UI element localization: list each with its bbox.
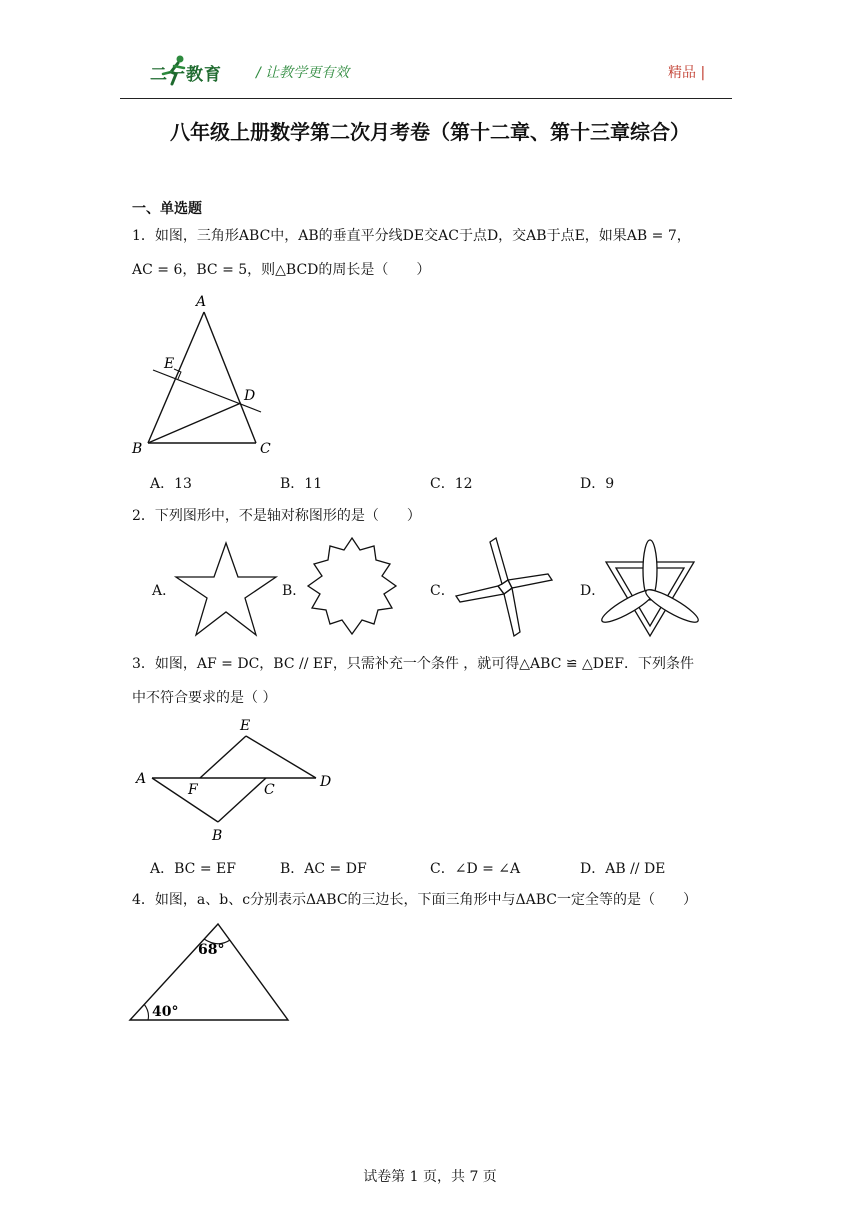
point-label-D: D bbox=[244, 388, 256, 404]
question-1-text-line2: AC = 6，BC = 5，则△BCD的周长是（ ） bbox=[132, 262, 431, 278]
q2-option-b[interactable]: B． bbox=[282, 583, 307, 599]
koch-snowflake-figure bbox=[300, 536, 404, 640]
star-shape-figure bbox=[172, 540, 280, 638]
point-label-F: F bbox=[188, 782, 198, 798]
quality-badge: 精品 | bbox=[668, 65, 706, 81]
q1-option-d[interactable]: D．9 bbox=[580, 476, 615, 492]
question-3-text-line2: 中不符合要求的是（ ） bbox=[132, 690, 277, 706]
point-label-A: A bbox=[136, 771, 147, 787]
question-2-text: 2．下列图形中，不是轴对称图形的是（ ） bbox=[132, 508, 421, 524]
q3-option-a[interactable]: A．BC = EF bbox=[150, 861, 236, 877]
section-heading: 一、单选题 bbox=[132, 201, 202, 217]
question-3-text-line1: 3．如图，AF = DC，BC // EF，只需补充一个条件 ，就可得△ABC ≌ △DEF．下列条件 bbox=[132, 656, 694, 672]
question-1-figure bbox=[128, 290, 278, 460]
q2-option-a[interactable]: A． bbox=[152, 583, 177, 599]
q1-option-b[interactable]: B．11 bbox=[280, 476, 323, 492]
point-label-C: C bbox=[260, 441, 271, 457]
point-label-E: E bbox=[240, 718, 251, 734]
point-label-D: D bbox=[320, 774, 332, 790]
point-label-B: B bbox=[212, 828, 223, 844]
question-1-text-line1: 1．如图，三角形ABC中，AB的垂直平分线DE交AC于点D，交AB于点E，如果AB = 7， bbox=[132, 228, 691, 244]
point-label-B: B bbox=[132, 441, 143, 457]
header-divider bbox=[120, 98, 732, 99]
q1-option-a[interactable]: A．13 bbox=[150, 476, 192, 492]
q3-option-c[interactable]: C．∠D = ∠A bbox=[430, 861, 521, 877]
point-label-E: E bbox=[164, 356, 175, 372]
angle-label-top: 68° bbox=[198, 942, 225, 958]
triangle-petals-figure bbox=[598, 538, 702, 640]
q1-option-c[interactable]: C．12 bbox=[430, 476, 473, 492]
page-title: 八年级上册数学第二次月考卷（第十二章、第十三章综合） bbox=[170, 120, 690, 144]
point-label-C: C bbox=[264, 782, 275, 798]
angle-label-left: 40° bbox=[152, 1004, 179, 1020]
q3-option-b[interactable]: B．AC = DF bbox=[280, 861, 367, 877]
q3-option-d[interactable]: D．AB // DE bbox=[580, 861, 666, 877]
point-label-A: A bbox=[196, 294, 207, 310]
question-4-figure bbox=[126, 918, 292, 1026]
slogan: / 让教学更有效 bbox=[256, 65, 350, 81]
question-3-figure bbox=[132, 714, 342, 846]
q2-option-c[interactable]: C． bbox=[430, 583, 455, 599]
brand-name: 二一教育 bbox=[150, 65, 222, 85]
question-4-text: 4．如图，a、b、c分别表示ΔABC的三边长，下面三角形中与ΔABC一定全等的是（ ） bbox=[132, 892, 698, 908]
q2-option-d[interactable]: D． bbox=[580, 583, 606, 599]
page-footer: 试卷第 1 页，共 7 页 bbox=[363, 1169, 497, 1185]
pinwheel-figure bbox=[450, 536, 560, 640]
